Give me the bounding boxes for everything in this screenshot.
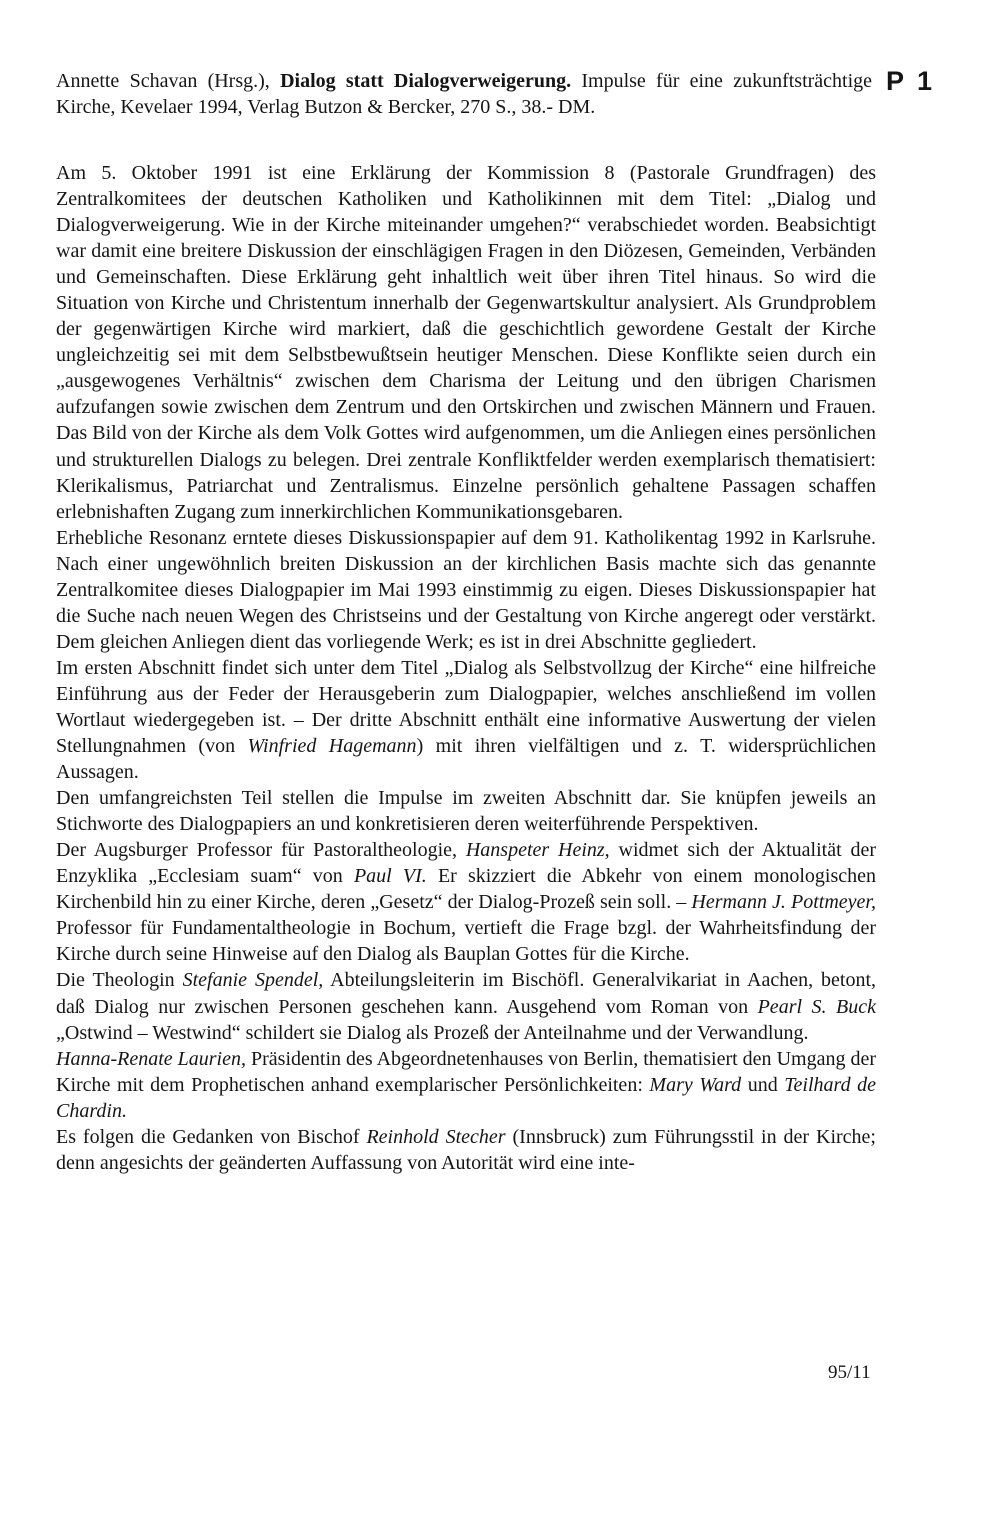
text-run: Es folgen die Gedanken von Bischof	[56, 1125, 367, 1148]
paragraph	[56, 785, 876, 837]
text-run: ) mit ihren vielfältigen und z. T. widersprüchlichen Aussagen.	[56, 735, 876, 784]
text-run: , widmet sich der Aktualität der Enzyklika „Ecclesiam suam“ von	[56, 839, 876, 888]
section-marker: P 1	[886, 66, 936, 96]
author-name: Mary Ward	[649, 1073, 742, 1096]
paragraph	[56, 160, 876, 525]
author-name: Paul VI.	[353, 865, 427, 888]
text-run: (Innsbruck) zum Führungsstil in der Kirche; denn angesichts der geänderten Auffassung von Autorität wird eine inte-	[56, 1125, 876, 1174]
editor-name: Annette Schavan (Hrsg.),	[56, 70, 270, 92]
paragraph	[56, 1124, 876, 1176]
author-name: Hermann J. Pottmeyer,	[691, 891, 876, 914]
text-run: Den umfangreichsten Teil stellen die Impulse im zweiten Abschnitt dar. Sie knüpfen jeweils an Stichworte des Dialogpapiers an und konkretisieren deren weiterführende Perspektiven.	[56, 787, 876, 836]
text-run: Im ersten Abschnitt findet sich unter dem Titel „Dialog als Selbstvollzug der Kirche“ eine hilfreiche Einführung aus der Feder der Herausgeberin zum Dialogpapier, welches anschließend im vollen Wortlaut wiedergegeben ist. – Der dritte Abschnitt enthält eine informative Auswertung der vielen Stellungnahmen (von	[56, 656, 876, 758]
bibliographic-header	[56, 68, 872, 120]
text-run: „Ostwind – Westwind“ schildert sie Dialog als Prozeß der Anteilnahme und der Verwandlung.	[56, 1021, 809, 1044]
paragraph	[56, 525, 876, 655]
text-run: und	[741, 1073, 785, 1096]
author-name: Hanspeter Heinz	[465, 839, 605, 862]
text-run: Abteilungsleiterin im Bischöfl. Generalvikariat in Aachen, betont, daß Dialog nur zwischen Personen geschehen kann. Ausgehend vom Roman von	[56, 969, 877, 1018]
text-run: Er skizziert die Abkehr von einem monologischen Kirchenbild hin zu einer Kirche, deren „Gesetz“ der Dialog-Prozeß sein soll. –	[56, 865, 876, 914]
publication-details: Impulse für eine zukunftsträchtige Kirche, Kevelaer 1994, Verlag Butzon & Bercker, 270 S., 38.- DM.	[56, 70, 873, 118]
paragraph	[56, 655, 876, 785]
author-name: Stefanie Spendel,	[182, 969, 324, 992]
author-name: Teilhard de Chardin.	[56, 1073, 876, 1122]
page-number: 95/11	[828, 1362, 871, 1383]
paragraph	[56, 1046, 876, 1124]
author-name: Hanna-Renate Laurien,	[56, 1047, 246, 1070]
text-run: Die Theologin	[56, 969, 183, 992]
text-run: Professor für Fundamentaltheologie in Bochum, vertieft die Frage bzgl. der Wahrheitsfindung der Kirche durch seine Hinweise auf den Dialog als Bauplan Gottes für die Kirche.	[56, 917, 876, 966]
paragraph	[56, 837, 876, 967]
text-run: Der Augsburger Professor für Pastoraltheologie,	[56, 839, 466, 862]
review-body	[56, 160, 876, 1176]
text-run: Erhebliche Resonanz erntete dieses Diskussionspapier auf dem 91. Katholikentag 1992 in Karlsruhe. Nach einer ungewöhnlich breiten Diskussion an der kirchlichen Basis machte sich das genannte Zentralkomitee dieses Dialogpapier im Mai 1993 einstimmig zu eigen. Dieses Diskussionspapier hat die Suche nach neuen Wegen des Christseins und der Gestaltung von Kirche angeregt oder verstärkt. Dem gleichen Anliegen dient das vorliegende Werk; es ist in drei Abschnitte gegliedert.	[56, 526, 876, 653]
text-run: Am 5. Oktober 1991 ist eine Erklärung der Kommission 8 (Pastorale Grundfragen) des Zentralkomitees der deutschen Katholiken und Katholikinnen mit dem Titel: „Dialog und Dialogverweigerung. Wie in der Kirche miteinander umgehen?“ verabschiedet worden. Beabsichtigt war damit eine breitere Diskussion der einschlägigen Fragen in den Diözesen, Gemeinden, Verbänden und Gemeinschaften. Diese Erklärung geht inhaltlich weit über ihren Titel hinaus. So wird die Situation von Kirche und Christentum innerhalb der Gegenwartskultur analysiert. Als Grundproblem der gegenwärtigen Kirche wird markiert, daß die geschichtlich gewordene Gestalt der Kirche ungleichzeitig sei mit dem Selbstbewußtsein heutiger Menschen. Diese Konflikte seien durch ein „ausgewogenes Verhältnis“ zwischen dem Charisma der Leitung und den übrigen Charismen aufzufangen sowie zwischen dem Zentrum und den Ortskirchen und zwischen Männern und Frauen. Das Bild von der Kirche als dem Volk Gottes wird aufgenommen, um die Anliegen eines persönlichen und strukturellen Dialogs zu belegen. Drei zentrale Konfliktfelder werden exemplarisch thematisiert: Klerikalismus, Patriarchat und Zentralismus. Einzelne persönlich gehaltene Passagen schaffen erlebnishaften Zugang zum innerkirchlichen Kommunikationsgebaren.	[56, 162, 876, 523]
text-run: Präsidentin des Abgeordnetenhauses von Berlin, thematisiert den Umgang der Kirche mit dem Prophetischen anhand exemplarischer Persönlichkeiten:	[56, 1047, 876, 1096]
author-name: Reinhold Stecher	[366, 1125, 506, 1148]
author-name: Pearl S. Buck	[757, 995, 876, 1018]
book-title: Dialog statt Dialogverweigerung.	[280, 70, 572, 92]
paragraph	[56, 967, 876, 1045]
author-name: Winfried Hagemann	[247, 735, 417, 758]
